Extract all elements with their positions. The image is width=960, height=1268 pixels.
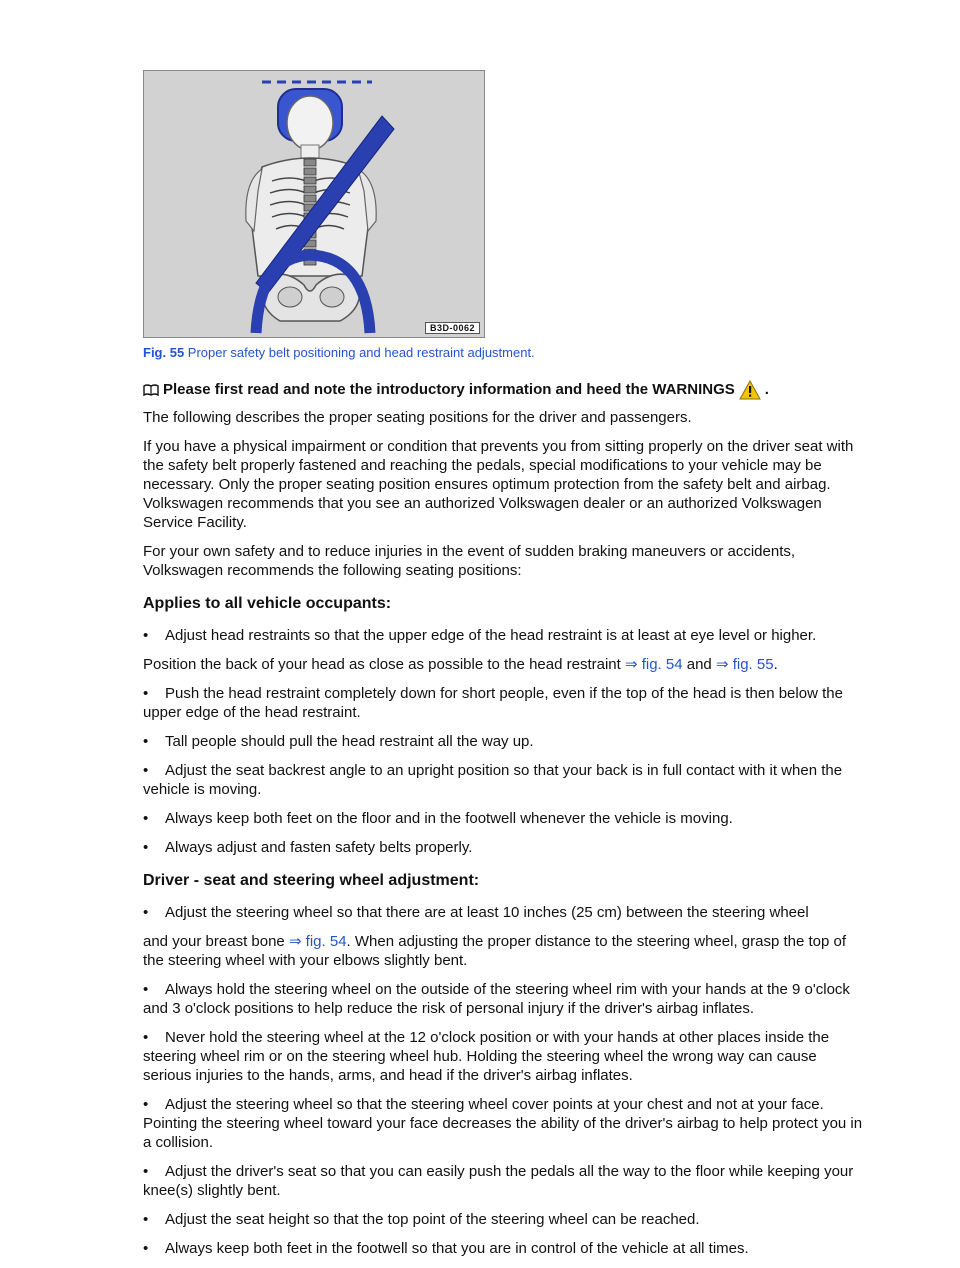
- head-position-paragraph: [143, 655, 863, 674]
- figure-code-label: B3D-0062: [425, 322, 480, 334]
- paragraph-text: . When adjusting the proper distance to the steering wheel, grasp the top of the steering wheel with your elbows slightly bent.: [143, 933, 847, 969]
- seated-occupant-illustration: [144, 71, 484, 337]
- list-item: [143, 903, 863, 922]
- figure-caption: [143, 345, 535, 360]
- intro-paragraph-2: If you have a physical impairment or condition that prevents you from sitting properly on the driver seat with the safety belt properly fastened and reaching the pedals, special modifications to your vehicle may be necessary. Only the proper seating position ensures optimum protection from the safety belt and airbag. Volkswagen recommends that you see an authorized Volkswagen dealer or an authorized Volkswagen Service Facility.: [143, 438, 854, 531]
- bullet-glyph: •: [143, 904, 149, 921]
- list-item: [143, 684, 863, 722]
- illustration-figure: [143, 70, 485, 338]
- list-item: [143, 761, 863, 799]
- bullet-glyph: •: [143, 981, 149, 998]
- figure-number: Fig. 55: [143, 345, 185, 360]
- list-item-text: Always adjust and fasten safety belts properly.: [165, 839, 473, 856]
- list-item-text: Push the head restraint completely down for short people, even if the top of the head is then below the upper edge of the head restraint.: [143, 685, 843, 721]
- list-item: [143, 732, 863, 751]
- list-item-text: Adjust the steering wheel so that the steering wheel cover points at your chest and not at your face. Pointing the steering wheel toward your face decreases the ability of the driver's airbag to help protect you in a collision.: [143, 1096, 863, 1151]
- list-item-text: Always keep both feet in the footwell so that you are in control of the vehicle at all times.: [165, 1240, 749, 1257]
- bullet-glyph: •: [143, 685, 149, 702]
- bullet-glyph: •: [143, 627, 149, 644]
- book-icon: [143, 384, 159, 396]
- list-item-text: Tall people should pull the head restraint all the way up.: [165, 733, 534, 750]
- document-body: [143, 380, 863, 1268]
- list-item-text: Adjust the seat backrest angle to an upright position so that your back is in full contact with it when the vehicle is moving.: [143, 762, 843, 798]
- list-item: [143, 1028, 863, 1085]
- list-item: [143, 1210, 863, 1229]
- list-item-text: Always hold the steering wheel on the outside of the steering wheel rim with your hands at the 9 o'clock and 3 o'clock positions to help reduce the risk of personal injury if the driver's airbag inflates.: [143, 981, 850, 1017]
- list-item-text: Adjust head restraints so that the upper edge of the head restraint is at least at eye level or higher.: [165, 627, 817, 644]
- paragraph-text: and: [682, 656, 716, 673]
- bullet-glyph: •: [143, 839, 149, 856]
- bullet-glyph: •: [143, 1163, 149, 1180]
- list-item: [143, 626, 863, 645]
- intro-paragraph-1: The following describes the proper seating positions for the driver and passengers.: [143, 409, 692, 426]
- fig-55-link[interactable]: ⇒ fig. 55: [715, 656, 774, 673]
- fig-54-link[interactable]: ⇒ fig. 54: [624, 656, 683, 673]
- intro-paragraph-3: For your own safety and to reduce injuries in the event of sudden braking maneuvers or accidents, Volkswagen recommends the following seating positions:: [143, 543, 796, 579]
- list-item-text: Adjust the steering wheel so that there are at least 10 inches (25 cm) between the steering wheel: [165, 904, 809, 921]
- intro-heading-end: .: [764, 381, 769, 398]
- list-item: [143, 838, 863, 857]
- bullet-glyph: •: [143, 733, 149, 750]
- bullet-glyph: •: [143, 1096, 149, 1113]
- list-item-text: Adjust the seat height so that the top point of the steering wheel can be reached.: [165, 1211, 700, 1228]
- bullet-glyph: •: [143, 1029, 149, 1046]
- list-item: [143, 809, 863, 828]
- figure-caption-text: Proper safety belt positioning and head restraint adjustment.: [184, 345, 535, 360]
- bullet-glyph: •: [143, 810, 149, 827]
- bullet-glyph: •: [143, 1240, 149, 1257]
- paragraph-text: and your breast bone: [143, 933, 289, 950]
- section-heading-driver: Driver - seat and steering wheel adjustment:: [143, 872, 480, 889]
- section-heading-occupants: Applies to all vehicle occupants:: [143, 595, 392, 612]
- list-item-text: Always keep both feet on the floor and in the footwell whenever the vehicle is moving.: [165, 810, 733, 827]
- list-item: [143, 1095, 863, 1152]
- bullet-glyph: •: [143, 762, 149, 779]
- paragraph-text: Position the back of your head as close as possible to the head restraint: [143, 656, 625, 673]
- intro-heading: [143, 380, 863, 400]
- intro-heading-text: Please first read and note the introductory information and heed the WARNINGS: [163, 381, 735, 398]
- fig-54-link[interactable]: ⇒ fig. 54: [288, 933, 347, 950]
- warning-triangle-icon[interactable]: [739, 380, 761, 400]
- bullet-glyph: •: [143, 1211, 149, 1228]
- list-item-text: Never hold the steering wheel at the 12 o'clock position or with your hands at other places inside the steering wheel rim or on the steering wheel hub. Holding the steering wheel the wrong way can cause serious injuries to the hands, arms, and head if the driver's airbag inflates.: [143, 1029, 830, 1084]
- breast-bone-paragraph: [143, 932, 863, 970]
- list-item: [143, 1162, 863, 1200]
- list-item-text: Adjust the driver's seat so that you can easily push the pedals all the way to the floor while keeping your knee(s) slightly bent.: [143, 1163, 854, 1199]
- paragraph-text: .: [773, 656, 778, 673]
- list-item: [143, 980, 863, 1018]
